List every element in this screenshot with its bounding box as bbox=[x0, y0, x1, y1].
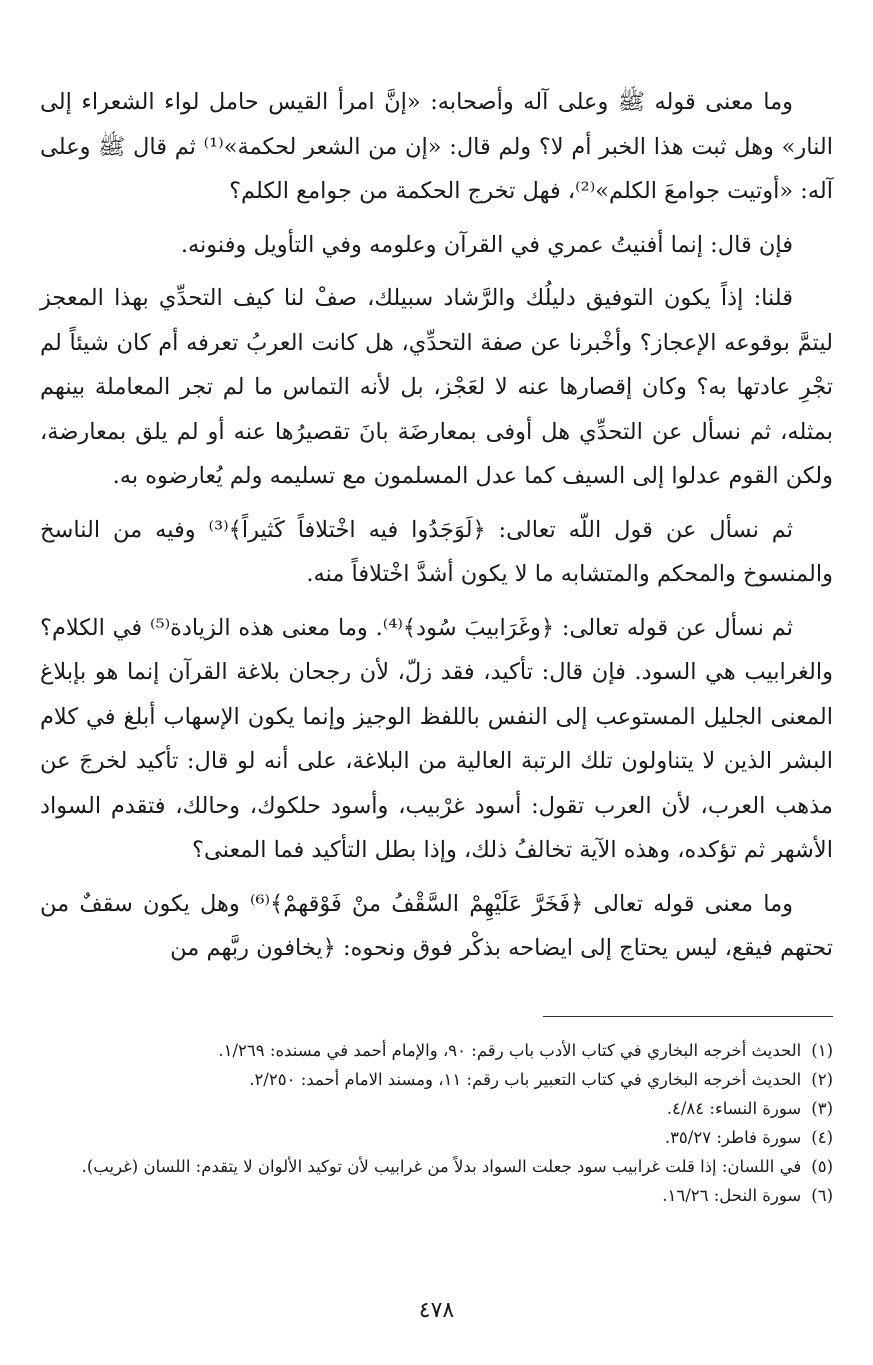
footnote-item bbox=[40, 1123, 833, 1152]
footnote-item bbox=[40, 1065, 833, 1094]
paragraph: ثم نسأل عن قوله تعالى: ﴿وغَرَابيبَ سُود﴾⁽⁴⁾. وما معنى هذه الزيادة⁽⁵⁾ في الكلام؟ والغرابيب هي السود. فإن قال: تأكيد، فقد زلّ، لأن رجحان بلاغة القرآن إنما هو بإبلاغ المعنى الجليل المستوعب إلى النفس باللفظ الوجيز وإنما يكون الإسهاب أبلغ في كلام البشر الذين لا يتناولون تلك الرتبة العالية من البلاغة، على أنه لو قال: تأكيد لخرجَ عن مذهب العرب، لأن العرب تقول: أسود غرْبيب، وأسود حلكوك، وحالك، فتقدم السواد الأشهر ثم تؤكده، وهذه الآية تخالفُ ذلك، وإذا بطل التأكيد فما المعنى؟ bbox=[40, 614, 833, 863]
footnote-text: الحديث أخرجه البخاري في كتاب التعبير باب رقم: ١١، ومسند الامام أحمد: ٢/٢٥٠. bbox=[249, 1070, 802, 1089]
footnote-number: (٣) bbox=[811, 1099, 833, 1118]
footnote-text: سورة النحل: ١٦/٢٦. bbox=[662, 1186, 802, 1205]
footnote-text: سورة فاطر: ٣٥/٢٧. bbox=[664, 1128, 802, 1147]
footnote-number: (٥) bbox=[811, 1157, 833, 1176]
footnote-item bbox=[40, 1152, 833, 1181]
footnote-number: (٦) bbox=[811, 1186, 833, 1205]
footnote-text: سورة النساء: ٤/٨٤. bbox=[666, 1099, 802, 1118]
paragraph: فإن قال: إنما أفنيتُ عمري في القرآن وعلومه وفي التأويل وفنونه. bbox=[180, 231, 793, 258]
footnote-text: الحديث أخرجه البخاري في كتاب الأدب باب رقم: ٩٠، والإمام أحمد في مسنده: ١/٢٦٩. bbox=[218, 1041, 802, 1060]
footnote-item bbox=[40, 1181, 833, 1210]
footnote-item bbox=[40, 1036, 833, 1065]
footnote-number: (٢) bbox=[811, 1070, 833, 1089]
paragraph: وما معنى قوله تعالى ﴿فَخَرَّ عَلَيْهِمْ السَّقْفُ منْ فَوْقهمْ﴾⁽⁶⁾ وهل يكون سقفٌ من تحتهم فيقع، ليس يحتاج إلى ايضاحه بذكْر فوق ونحوه: ﴿يخافون ربَّهم من bbox=[40, 890, 833, 961]
paragraph: وما معنى قوله ﷺ وعلى آله وأصحابه: «إنَّ امرأ القيس حامل لواء الشعراء إلى النار» وهل ثبت هذا الخبر أم لا؟ ولم قال: «إن من الشعر لحكمة»⁽¹⁾ ثم قال ﷺ وعلى آله: «أوتيت جوامعَ الكلم»⁽²⁾، فهل تخرج الحكمة من جوامع الكلم؟ bbox=[40, 89, 833, 204]
footnote-number: (٤) bbox=[811, 1128, 833, 1147]
paragraph: ثم نسأل عن قول اللّه تعالى: ﴿لَوَجَدُوا فيه اخْتلافاً كَثيراً﴾⁽³⁾ وفيه من الناسخ والمنسوخ والمحكم والمتشابه ما لا يكون أشدَّ اخْتلافاً منه. bbox=[40, 516, 833, 587]
footnote-item bbox=[40, 1094, 833, 1123]
footnote-divider bbox=[543, 1016, 833, 1017]
footnote-text: في اللسان: إذا قلت غرابيب سود جعلت السواد بدلاً من غرابيب لأن توكيد الألوان لا يتقدم: اللسان (غريب). bbox=[81, 1157, 802, 1176]
paragraph: قلنا: إذاً يكون التوفيق دليلُك والرَّشاد سبيلك، صفْ لنا كيف التحدِّي بهذا المعجز ليتمَّ بوقوعه الإعجاز؟ وأخْبرنا عن صفة التحدِّي، هل كانت العربُ تعرفه أم كان شيئاً لم تجْرِ عادتها به؟ وكان إقصارها عنه لا لعَجْز، بل لأنه التماس ما لم تجر المعاملة بينهم بمثله، ثم نسأل عن التحدِّي هل أوفى بمعارضَة بانَ تقصيرُها عنه أو لم يلق بمعارضة، ولكن القوم عدلوا إلى السيف كما عدل المسلمون مع تسليمه ولم يُعارضوه به. bbox=[40, 285, 833, 489]
footnote-number: (١) bbox=[811, 1041, 833, 1060]
main-text bbox=[40, 80, 833, 980]
page-number: ٤٧٨ bbox=[418, 1298, 455, 1323]
footnotes bbox=[40, 1036, 833, 1210]
